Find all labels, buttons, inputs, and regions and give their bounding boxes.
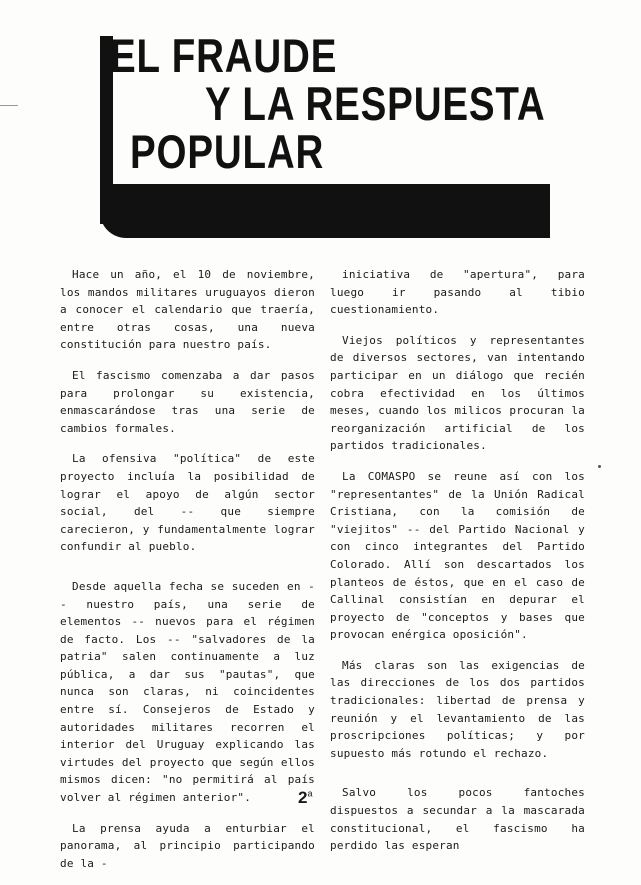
headline-line-3: POPULAR <box>130 125 325 178</box>
paragraph: Más claras son las exigencias de las direcciones de los dos partidos tradicionales: libertad de prensa y reunión y el levantamiento de las proscripciones políticas; y por supuesto más rotundo el rechazo. <box>330 658 585 760</box>
paragraph: La COMASPO se reune así con los "representantes" de la Unión Radical Cristiana, con la comisión de "viejitos" -- del Partido Nacional y con cinco integrantes del Partido Colorado. Allí son descartados los planteos de éstos, que en el caso de Callinal consistían en depurar el proyecto de "conceptos y bases que provocan enérgica oposición". <box>330 469 585 642</box>
paragraph: Viejos políticos y representantes de diversos sectores, van intentando participar en un diálogo que recién cobra efectividad en los últimos meses, cuando los milicos procuran la reorganización artificial de los partidos tradicionales. <box>330 333 585 453</box>
paragraph: Hace un año, el 10 de noviembre, los mandos militares uruguayos dieron a conocer el calendario que traería, entre otras cosas, una nueva constitución para nuestro país. <box>60 268 315 352</box>
left-column <box>60 266 315 885</box>
headline-line-1: EL FRAUDE <box>110 29 338 82</box>
bracket-horizontal-bar <box>100 184 550 238</box>
scan-mark <box>0 105 18 106</box>
page-number-value: 2 <box>298 788 308 807</box>
headline-line-2: Y LA RESPUESTA <box>205 77 546 130</box>
paragraph: iniciativa de "apertura", para luego ir pasando al tibio cuestionamiento. <box>330 268 585 317</box>
page-number: 2$^a$ <box>298 788 313 807</box>
paragraph: Salvo los pocos fantoches dispuestos a secundar a la mascarada constitucional, el fascismo ha perdido las esperan <box>330 786 585 853</box>
paragraph: La ofensiva "política" de este proyecto incluía la posibilidad de lograr el apoyo de algún sector social, del -- que siempre carecieron, y fundamentalmente lograr confundir al pueblo. <box>60 452 315 554</box>
right-column <box>330 266 585 868</box>
paragraph: La prensa ayuda a enturbiar el panorama, al principio participando de la - <box>60 821 315 870</box>
paragraph: El fascismo comenzaba a dar pasos para prolongar su existencia, enmascarándose tras una serie de cambios formales. <box>60 368 315 435</box>
paragraph: Desde aquella fecha se suceden en -- nuestro país, una serie de elementos -- nuevos para el régimen de facto. Los -- "salvadores de la patria" salen continuamente a luz pública, a dar sus "pautas", que nunca son claras, ni coincidentes entre sí. Consejeros de Estado y autoridades militares recorren el interior del Uruguay explicando las virtudes del proyecto que según ellos mismos dicen: "no permitirá al país volver al régimen anterior". <box>60 579 315 805</box>
scan-speck <box>598 465 601 468</box>
